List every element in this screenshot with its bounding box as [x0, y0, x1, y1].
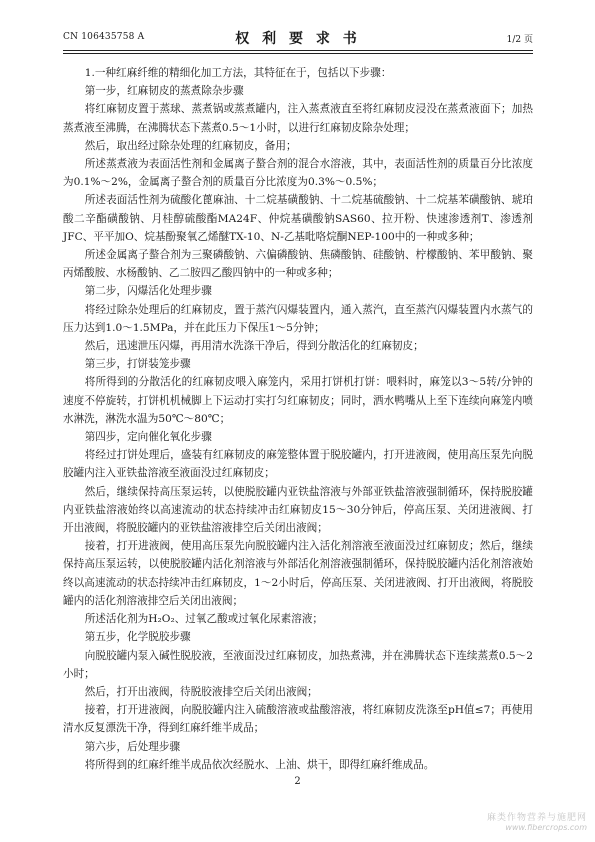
step-heading: 第二步，闪爆活化处理步骤 — [84, 285, 212, 298]
claim-paragraph: 接着，打开进液阀，向脱胶罐内注入硫酸溶液或盐酸溶液，将红麻韧皮洗涤至pH值≤7；再使用清水反复漂洗干净，得到红麻纤维半成品； — [63, 704, 533, 735]
claims-body — [63, 64, 533, 774]
step-heading: 第三步，打饼装笼步骤 — [84, 358, 191, 371]
claim-paragraph: 然后，取出经过除杂处理的红麻韧皮，备用； — [84, 139, 297, 152]
watermark — [487, 810, 587, 832]
claim-paragraph: 然后，迅速泄压闪爆，再用清水洗涤干净后，得到分散活化的红麻韧皮； — [84, 340, 424, 353]
claim-paragraph: 所述蒸煮液为表面活性剂和金属离子螯合剂的混合水溶液，其中，表面活性剂的质量百分比浓度为0.1%～2%，金属离子螯合剂的质量百分比浓度为0.3%～0.5%； — [63, 158, 533, 189]
claim-paragraph: 所述金属离子螯合剂为三聚磷酸钠、六偏磷酸钠、焦磷酸钠、硅酸钠、柠檬酸钠、苯甲酸钠、聚丙烯酸胺、水杨酸钠、乙二胺四乙酸四钠中的一种或多种； — [63, 249, 533, 280]
page-indicator: 1/2 页 — [506, 35, 533, 45]
document-title: 权 利 要 求 书 — [235, 31, 361, 47]
step-heading: 第四步，定向催化氧化步骤 — [84, 431, 212, 444]
page-number: 2 — [294, 776, 301, 787]
document-header — [63, 28, 533, 48]
watermark-text: 麻类作物营养与施肥网 — [486, 813, 587, 823]
patent-number: CN 106435758 A — [63, 32, 145, 42]
claim-paragraph: 接着，打开进液阀，使用高压泵先向脱胶罐内注入活化剂溶液至液面没过红麻韧皮；然后，继续保持高压泵运转，以使脱胶罐内活化剂溶液与外部活化剂溶液强制循环，保持脱胶罐内活化剂溶液始终以高速流动的状态持续冲击红麻韧皮，1～2小时后，停高压泵、关闭进液阀、打开出液阀，将脱胶罐内的活化剂溶液排空后关闭出液阀； — [63, 540, 533, 607]
claim-paragraph: 所述活化剂为H₂O₂、过氧乙酸或过氧化尿素溶液； — [84, 613, 324, 626]
claim-paragraph: 然后，打开出液阀，待脱胶液排空后关闭出液阀； — [84, 685, 318, 698]
step-heading: 第一步，红麻韧皮的蒸煮除杂步骤 — [84, 85, 244, 98]
claim-paragraph: 所述表面活性剂为硫酸化蓖麻油、十二烷基磺酸钠、十二烷基硫酸钠、十二烷基苯磺酸钠、琥珀酸二辛酯磺酸钠、月桂醇硫酸酯MA24F、仲烷基磺酸钠SAS60、拉开粉、快速渗透剂T、渗透剂JFC、平平加O、烷基酚聚氧乙烯醚TX-10、N-乙基吡咯烷酮NEP-100中的一种或多种； — [63, 194, 533, 243]
claim-paragraph: 将所得到的红麻纤维半成品依次经脱水、上油、烘干，即得红麻纤维成品。 — [84, 758, 435, 771]
claim-paragraph: 然后，继续保持高压泵运转，以使脱胶罐内亚铁盐溶液与外部亚铁盐溶液强制循环，保持脱胶罐内亚铁盐溶液始终以高速流动的状态持续冲击红麻韧皮15～30分钟后，停高压泵、关闭进液阀、打开出液阀，将脱胶罐内的亚铁盐溶液排空后关闭出液阀； — [63, 485, 533, 535]
watermark-url: www.fibercrops.com — [505, 823, 587, 832]
claim-paragraph: 将经过打饼处理后，盛装有红麻韧皮的麻笼整体置于脱胶罐内，打开进液阀，使用高压泵先向脱胶罐内注入亚铁盐溶液至液面没过红麻韧皮； — [63, 449, 533, 480]
header-rule-thin — [63, 53, 533, 54]
step-heading: 第五步，化学脱胶步骤 — [84, 631, 191, 644]
claim-paragraph: 向脱胶罐内泵入碱性脱胶液，至液面没过红麻韧皮，加热煮沸，并在沸腾状态下连续蒸煮0.5～2小时； — [63, 649, 533, 680]
claim-paragraph: 将经过除杂处理后的红麻韧皮，置于蒸汽闪爆装置内，通入蒸汽，直至蒸汽闪爆装置内水蒸气的压力达到1.0～1.5MPa，并在此压力下保压1～5分钟； — [63, 303, 533, 334]
step-heading: 第六步，后处理步骤 — [84, 740, 181, 753]
claim-intro: 1.一种红麻纤维的精细化加工方法，其特征在于，包括以下步骤： — [84, 67, 392, 79]
header-rule-thick — [63, 50, 533, 51]
claim-paragraph: 将红麻韧皮置于蒸球、蒸煮锅或蒸煮罐内，注入蒸煮液直至将红麻韧皮浸没在蒸煮液面下；加热蒸煮液至沸腾，在沸腾状态下蒸煮0.5～1小时，以进行红麻韧皮除杂处理； — [63, 103, 533, 134]
claim-paragraph: 将所得到的分散活化的红麻韧皮喂入麻笼内，采用打饼机打饼：喂料时，麻笼以3～5转/分钟的速度不停旋转，打饼机机械脚上下运动打实打匀红麻韧皮；同时，洒水鸭嘴从上至下连续向麻笼内喷水淋洗，淋洗水温为50℃～80℃； — [63, 376, 533, 425]
